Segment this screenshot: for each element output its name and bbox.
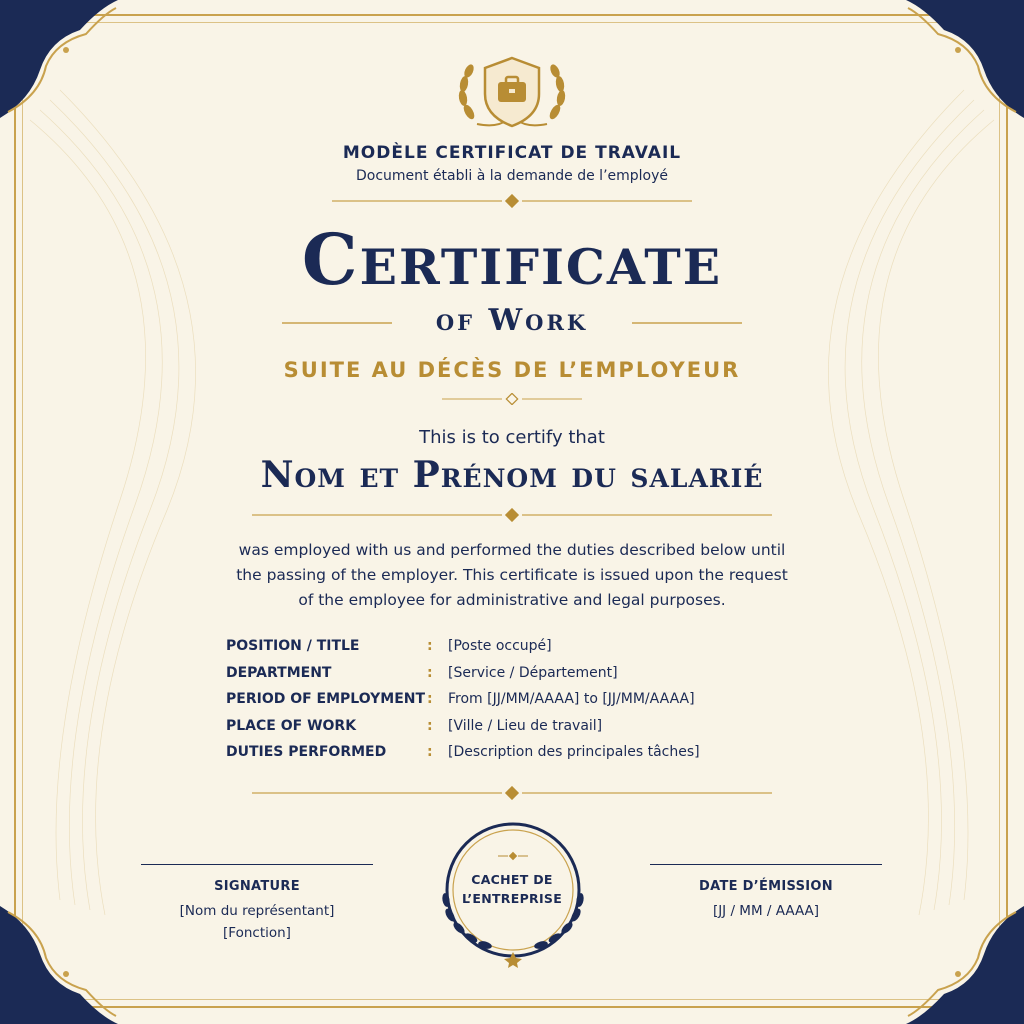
name-divider	[252, 508, 772, 522]
detail-colon: :	[427, 691, 433, 707]
detail-colon: :	[427, 717, 433, 734]
certificate-subtitle: of Work	[435, 303, 589, 338]
certify-intro: This is to certify that	[419, 427, 605, 448]
certificate-body-text	[0, 538, 1024, 613]
detail-label: DEPARTMENT	[226, 664, 332, 681]
signature-title: SIGNATURE	[214, 879, 300, 894]
detail-value: [Ville / Lieu de travail]	[448, 717, 603, 734]
seal-line-2: L’ENTREPRISE	[461, 891, 563, 906]
date-line	[650, 864, 882, 865]
issue-date-title: DATE D’ÉMISSION	[699, 879, 833, 894]
body-line-1: was employed with us and performed the duties described below until	[238, 541, 786, 559]
employment-details	[226, 638, 806, 771]
detail-row-position	[226, 638, 806, 665]
seal-line-1: CACHET DE	[471, 872, 553, 887]
issue-date-value: [JJ / MM / AAAA]	[712, 903, 820, 919]
certificate-reason: SUITE AU DÉCÈS DE L’EMPLOYEUR	[283, 358, 741, 382]
detail-colon: :	[427, 664, 433, 681]
detail-value: [Description des principales tâches]	[448, 744, 700, 760]
template-title: MODÈLE CERTIFICAT DE TRAVAIL	[342, 143, 682, 163]
briefcase-shield-laurel-icon	[447, 54, 577, 134]
issue-date-block	[650, 864, 882, 922]
detail-row-duties	[226, 744, 806, 771]
signature-line	[141, 864, 373, 865]
detail-row-period	[226, 691, 806, 718]
body-line-2: the passing of the employer. This certificate is issued upon the request	[236, 566, 788, 584]
signature-function: [Fonction]	[223, 925, 291, 941]
corner-ornament-bottom-left	[0, 904, 120, 1024]
certificate-title: Certificate	[301, 218, 723, 301]
detail-value: [Service / Département]	[448, 664, 618, 681]
detail-label: DUTIES PERFORMED	[226, 744, 387, 760]
detail-value: From [JJ/MM/AAAA] to [JJ/MM/AAAA]	[448, 691, 695, 707]
detail-row-place	[226, 718, 806, 745]
corner-ornament-top-right	[904, 0, 1024, 120]
detail-value: [Poste occupé]	[448, 638, 552, 654]
corner-ornament-bottom-right	[904, 904, 1024, 1024]
detail-colon: :	[427, 638, 433, 654]
signature-name: [Nom du représentant]	[179, 903, 335, 919]
header-divider	[332, 194, 692, 208]
reason-divider	[442, 393, 582, 405]
template-subtitle: Document établi à la demande de l’employé	[355, 168, 669, 184]
detail-row-department	[226, 665, 806, 692]
detail-colon: :	[427, 744, 433, 760]
employee-name: Nom et Prénom du salarié	[260, 454, 764, 496]
corner-ornament-top-left	[0, 0, 120, 120]
body-line-3: of the employee for administrative and legal purposes.	[298, 591, 726, 609]
detail-label: PLACE OF WORK	[226, 717, 357, 734]
detail-label: POSITION / TITLE	[226, 638, 360, 654]
details-divider	[252, 786, 772, 800]
detail-label: PERIOD OF EMPLOYMENT	[226, 691, 426, 707]
